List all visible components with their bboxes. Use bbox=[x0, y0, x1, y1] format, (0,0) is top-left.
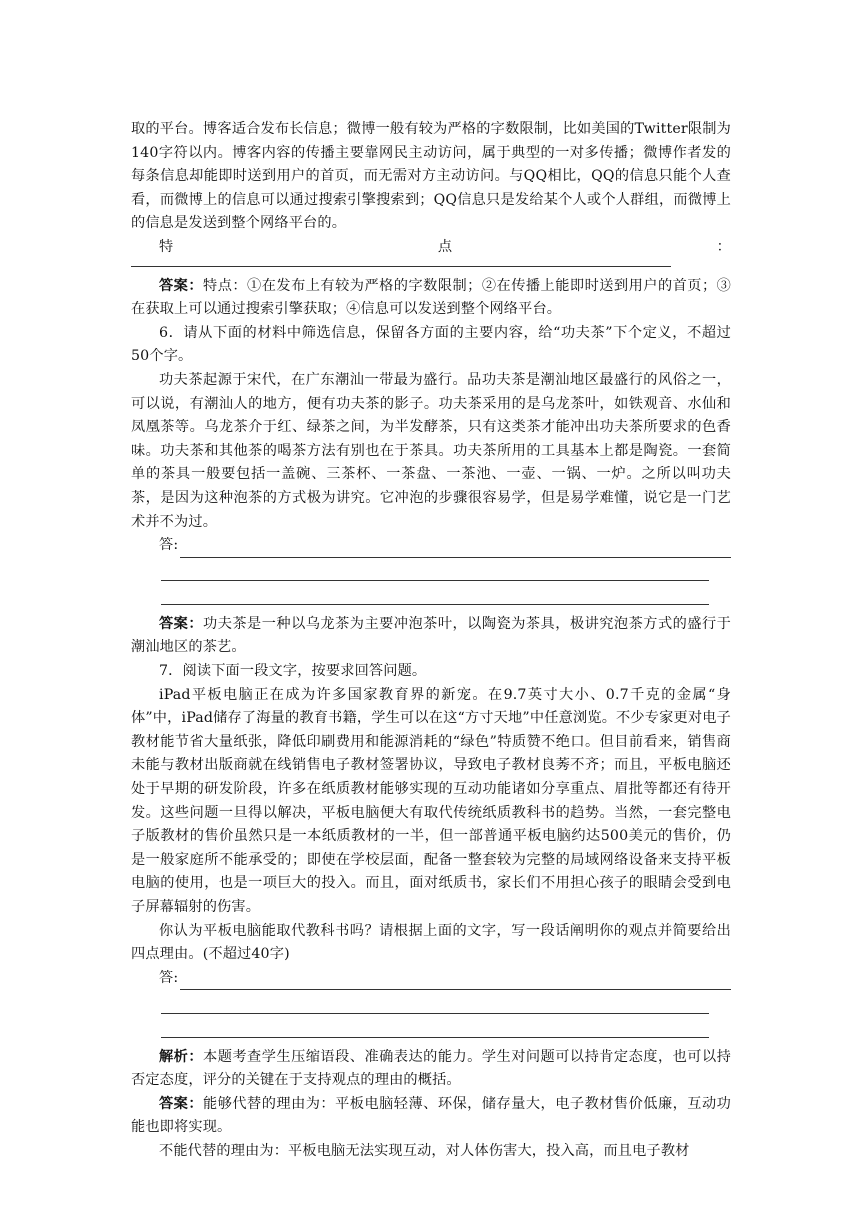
answer-5-text: 特点：①在发布上有较为严格的字数限制；②在传播上能即时送到用户的首页；③在获取上可以通过搜索引擎获取；④信息可以发送到整个网络平台。 bbox=[131, 277, 731, 318]
analysis-7-label: 解析： bbox=[159, 1048, 204, 1065]
answer-5 bbox=[131, 275, 731, 322]
intro-paragraph: 取的平台。博客适合发布长信息；微博一般有较为严格的字数限制，比如美国的Twitter限制为140字符以内。博客内容的传播主要靠网民主动访问，属于典型的一对多传播；微博作者发的每条信息却能即时送到用户的首页，而无需对方主动访问。与QQ相比，QQ的信息只能个人查看，而微博上的信息可以通过搜索引擎搜索到；QQ信息只是发给某个人或个人群组，而微博上的信息是发送到整个网络平台的。 bbox=[131, 121, 731, 232]
analysis-7-text: 本题考查学生压缩语段、准确表达的能力。学生对问题可以持肯定态度，也可以持否定态度，评分的关键在于支持观点的理由的概括。 bbox=[131, 1048, 731, 1089]
answer-6-line-2[interactable] bbox=[161, 558, 709, 582]
answer-6-text: 功夫茶是一种以乌龙茶为主要冲泡茶叶，以陶瓷为茶具，极讲究泡茶方式的盛行于潮汕地区的茶艺。 bbox=[131, 615, 731, 656]
answer-7-continuation: 不能代替的理由为：平板电脑无法实现互动，对人体伤害大，投入高，而且电子教材 bbox=[159, 1142, 690, 1159]
answer-6-key-label: 答案： bbox=[159, 615, 204, 632]
features-answer-line[interactable] bbox=[131, 260, 671, 267]
answer-6-line-1[interactable] bbox=[159, 534, 731, 558]
answer-6-line-3[interactable] bbox=[161, 581, 709, 605]
answer-7-label: 答: bbox=[159, 969, 179, 986]
answer-7-line-1[interactable] bbox=[159, 967, 731, 991]
answer-7 bbox=[131, 1093, 731, 1140]
answer-7-key-label: 答案： bbox=[159, 1095, 204, 1112]
question-7: 7．阅读下面一段文字，按要求回答问题。 bbox=[159, 663, 427, 680]
analysis-7 bbox=[131, 1046, 731, 1093]
answer-6 bbox=[131, 613, 731, 660]
document-page bbox=[131, 118, 731, 1164]
answer-7-text: 能够代替的理由为：平板电脑轻薄、环保，储存量大，电子教材售价低廉，互动功能也即将实现。 bbox=[131, 1095, 731, 1136]
features-char-2: 点 bbox=[437, 238, 453, 255]
answer-7-line-2[interactable] bbox=[161, 990, 709, 1014]
question-6-material: 功夫茶起源于宋代，在广东潮汕一带最为盛行。品功夫茶是潮汕地区最盛行的风俗之一，可以说，有潮汕人的地方，便有功夫茶的影子。功夫茶采用的是乌龙茶叶，如铁观音、水仙和凤凰茶等。乌龙茶介于红、绿茶之间，为半发酵茶，只有这类茶才能冲出功夫茶所要求的色香味。功夫茶和其他茶的喝茶方法有别也在于茶具。功夫茶所用的工具基本上都是陶瓷。一套简单的茶具一般要包括一盖碗、三茶杯、一茶盘、一茶池、一壶、一锅、一炉。之所以叫功夫茶，是因为这种泡茶的方式极为讲究。它冲泡的步骤很容易学，但是易学难懂，说它是一门艺术并不为过。 bbox=[131, 371, 731, 530]
answer-5-label: 答案： bbox=[159, 277, 204, 294]
question-6: 6．请从下面的材料中筛选信息，保留各方面的主要内容，给“功夫茶”下个定义，不超过50个字。 bbox=[131, 324, 731, 365]
answer-6-label: 答: bbox=[159, 537, 179, 554]
question-7-material: iPad平板电脑正在成为许多国家教育界的新宠。在9.7英寸大小、0.7千克的金属“身体”中，iPad储存了海量的教育书籍，学生可以在这“方寸天地”中任意浏览。不少专家更对电子教材能节省大量纸张，降低印刷费用和能源消耗的“绿色”特质赞不绝口。但目前看来，销售商未能与教材出版商就在线销售电子教材签署协议，导致电子教材良莠不齐；而且，平板电脑还处于早期的研发阶段，许多在纸质教材能够实现的互动功能诸如分享重点、眉批等都还有待开发。这些问题一旦得以解决，平板电脑便大有取代传统纸质教科书的趋势。当然，一套完整电子版教材的售价虽然只是一本纸质教材的一半，但一部普通平板电脑约达500美元的售价，仍是一般家庭所不能承受的；即使在学校层面，配备一整套较为完整的局域网络设备来支持平板电脑的使用，也是一项巨大的投入。而且，面对纸质书，家长们不用担心孩子的眼睛会受到电子屏幕辐射的伤害。 bbox=[131, 686, 731, 915]
question-7-prompt: 你认为平板电脑能取代教科书吗？请根据上面的文字，写一段话阐明你的观点并简要给出四点理由。(不超过40字) bbox=[131, 922, 731, 963]
features-prompt bbox=[131, 236, 731, 260]
features-char-1: 特 bbox=[159, 238, 174, 255]
answer-7-line-3[interactable] bbox=[161, 1014, 709, 1038]
features-colon: ： bbox=[716, 238, 731, 255]
